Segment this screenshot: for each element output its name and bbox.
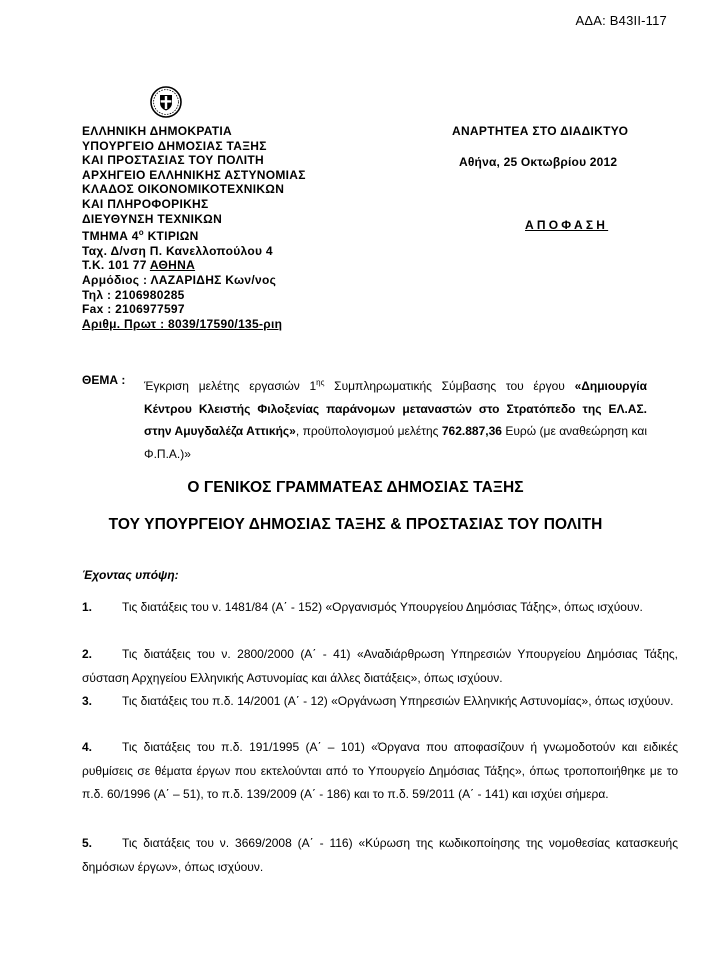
header-line: ΚΑΙ ΠΡΟΣΤΑΣΙΑΣ ΤΟΥ ΠΟΛΙΤΗ xyxy=(82,153,265,168)
list-item: 4. Τις διατάξεις του π.δ. 191/1995 (Α΄ – 101) «Όργανα που αποφασίζουν ή γνωμοδοτούν και ειδικές ρυθμίσεις σε θέματα έργων που εκτελούνται από το Υπουργείο Δημόσιας Τάξης», όπως τροποποιήθηκε με το π.δ. 60/1996 (Α΄ – 51), το π.δ. 139/2009 (Α΄ - 186) και το π.δ. 59/2011 (Α΄ - 141) και ισχύει σήμερα. xyxy=(82,740,678,802)
document-date: Αθήνα, 25 Οκτωβρίου 2012 xyxy=(459,155,618,169)
issuer-header xyxy=(82,124,306,331)
considering-heading: Έχοντας υπόψη: xyxy=(82,568,179,582)
list-item: 3. Τις διατάξεις του π.δ. 14/2001 (Α΄ - 12) «Οργάνωση Υπηρεσιών Ελληνικής Αστυνομίας», όπως ισχύουν. xyxy=(82,694,674,708)
department-line: ΤΜΗΜΑ $4^o$ ΚΤΙΡΙΩΝ xyxy=(82,228,199,244)
list-item: 2. Τις διατάξεις του ν. 2800/2000 (Α΄ - 41) «Αναδιάρθρωση Υπηρεσιών Υπουργείου Δημόσιας Τάξης, σύσταση Αρχηγείου Ελληνικής Αστυνομίας και άλλες διατάξεις», όπως ισχύουν. xyxy=(82,647,678,685)
list-item: 5. Τις διατάξεις του ν. 3669/2008 (Α΄ - 116) «Κύρωση της κωδικοποίησης της νομοθεσίας κατασκευής δημόσιων έργων», όπως ισχύουν. xyxy=(82,836,678,874)
header-line: ΔΙΕΥΘΥΝΣΗ ΤΕΧΝΙΚΩΝ xyxy=(82,211,223,226)
ada-code: ΑΔΑ: Β43ΙΙ-117 xyxy=(575,13,667,28)
greek-coat-of-arms-icon xyxy=(150,86,182,118)
fax-line: Fax : 2106977597 xyxy=(82,302,185,317)
protocol-number: Αριθμ. Πρωτ : 8039/17590/135-ριη xyxy=(82,316,283,331)
post-online-notice: ΑΝΑΡΤΗΤΕΑ ΣΤΟ ΔΙΑΔΙΚΤΥΟ xyxy=(452,124,629,138)
header-line: ΥΠΟΥΡΓΕΙΟ ΔΗΜΟΣΙΑΣ ΤΑΞΗΣ xyxy=(82,138,267,153)
decision-title: ΑΠΟΦΑΣΗ xyxy=(525,218,609,232)
phone-line: Τηλ : 2106980285 xyxy=(82,287,185,302)
list-item: 1. Τις διατάξεις του ν. 1481/84 (Α΄ - 152) «Οργανισμός Υπουργείου Δημόσιας Τάξης», όπως ισχύουν. xyxy=(82,600,643,614)
ministry-heading: ΤΟΥ ΥΠΟΥΡΓΕΙΟΥ ΔΗΜΟΣΙΑΣ ΤΑΞΗΣ & ΠΡΟΣΤΑΣΙΑΣ ΤΟΥ ΠΟΛΙΤΗ xyxy=(108,516,603,533)
subject-label: ΘΕΜΑ : xyxy=(82,373,126,387)
postal-line: Τ.Κ. 101 77 ΑΘΗΝΑ xyxy=(82,258,196,273)
authority-heading: Ο ΓΕΝΙΚΟΣ ΓΡΑΜΜΑΤΕΑΣ ΔΗΜΟΣΙΑΣ ΤΑΞΗΣ xyxy=(187,479,524,496)
subject-text: Έγκριση μελέτης εργασιών $1^{\eta\varsigma}$ Συμπληρωματικής Σύμβασης του έργου «Δημιουργία Κέντρου Κλειστής Φιλοξενίας παράνομων μεταναστών στο Στρατόπεδο της ΕΛ.ΑΣ. στην Αμυγδαλέζα Αττικής», προϋπολογισμού μελέτης 762.887,36 Ευρώ (με αναθεώρηση και Φ.Π.Α.)» xyxy=(144,378,647,461)
header-line: ΑΡΧΗΓΕΙΟ ΕΛΛΗΝΙΚΗΣ ΑΣΤΥΝΟΜΙΑΣ xyxy=(82,167,306,182)
address-line: Ταχ. Δ/νση Π. Κανελλοπούλου 4 xyxy=(82,243,273,258)
header-line: ΕΛΛΗΝΙΚΗ ΔΗΜΟΚΡΑΤΙΑ xyxy=(82,124,232,138)
header-line: ΚΛΑΔΟΣ ΟΙΚΟΝΟΜΙΚΟΤΕΧΝΙΚΩΝ xyxy=(82,182,285,197)
header-line: ΚΑΙ ΠΛΗΡΟΦΟΡΙΚΗΣ xyxy=(82,196,209,211)
responsible-line: Αρμόδιος : ΛΑΖΑΡΙΔΗΣ Κων/νος xyxy=(82,272,277,287)
